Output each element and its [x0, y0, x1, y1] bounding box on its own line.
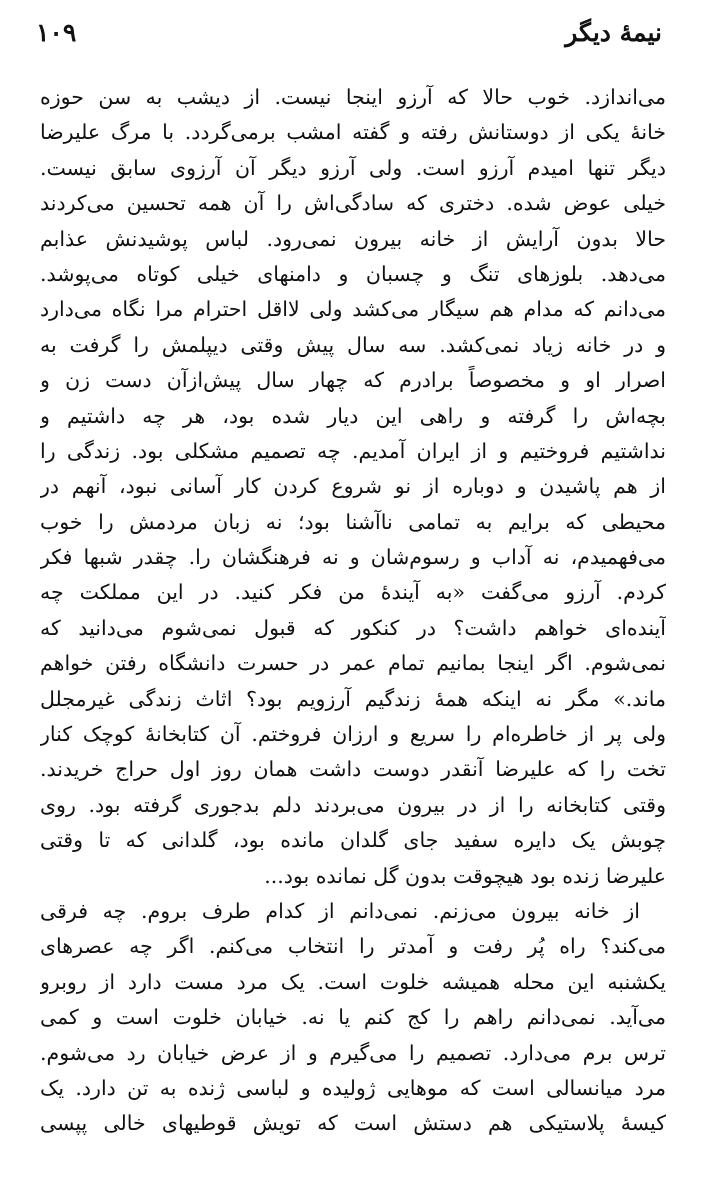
text-line: دیگر تنها امیدم آرزو است. ولی آرزو دیگر آن آرزوی سابق نیست.: [40, 155, 666, 180]
text-line: اصرار او و مخصوصاً برادرم که چهار سال پیش‌ازآن دست زن و: [40, 368, 666, 393]
text-line: می‌فهمیدم، نه آداب و رسوم‌شان و نه فرهنگشان را. چقدر شبها فکر: [40, 545, 666, 570]
text-line: چوبش یک دایره سفید جای گلدان مانده بود، گلدانی که تا وقتی: [40, 828, 666, 853]
text-line: ماند.» مگر نه اینکه همهٔ زندگیم آرزویم بود؟ اثاث زندگی غیرمجلل: [40, 686, 666, 711]
text-line: کردم. آرزو می‌گفت «به آیندهٔ من فکر کنید. در این مملکت چه: [40, 580, 666, 605]
running-title: نیمهٔ دیگر: [565, 18, 662, 47]
text-line: یکشنبه این محله همیشه خلوت است. یک مرد مست دارد از روبرو: [40, 969, 666, 994]
text-line: نداشتیم فروختیم و از ایران آمدیم. چه تصمیم مشکلی بود. زندگی را: [40, 438, 666, 463]
text-line: خانهٔ یکی از دوستانش رفته و گفته امشب برمی‌گردد. با مرگ علیرضا: [40, 120, 666, 145]
text-line: خیلی عوض شده. دختری که سادگی‌اش را آن همه تحسین می‌کردند: [40, 191, 666, 216]
text-line: نمی‌شوم. اگر اینجا بمانیم تمام عمر در حسرت دانشگاه رفتن خواهم: [40, 651, 666, 676]
text-line: از هم پاشیدن و دوباره از نو شروع کردن کار آسانی نبود، آنهم در: [40, 474, 666, 499]
body-text: [40, 80, 666, 1142]
text-line: می‌اندازد. خوب حالا که آرزو اینجا نیست. از دیشب به سن حوزه: [40, 85, 666, 109]
text-line: می‌آید. نمی‌دانم راهم را کج کنم یا نه. خیابان خلوت است و کمی: [40, 1005, 666, 1030]
page-number: ۱۰۹: [36, 18, 77, 47]
text-line: آینده‌ای خواهم داشت؟ در کنکور که قبول نمی‌شوم می‌دانید که: [40, 615, 666, 640]
text-line: بچه‌اش را گرفته و راهی این دیار شده بود، هر چه داشتیم و: [40, 403, 666, 428]
paragraph-end-line: علیرضا زنده بود هیچوقت بدون گل نمانده بود...: [264, 863, 666, 888]
text-line: تخت را که علیرضا آنقدر دوست داشت همان روز اول حراج خریدند.: [40, 757, 666, 782]
text-line: ترس برم می‌دارد. تصمیم را می‌گیرم و از عرض خیابان رد می‌شوم.: [40, 1040, 666, 1065]
page-header: [36, 18, 662, 58]
text-line: می‌کند؟ راه پُر رفت و آمدتر را انتخاب می‌کنم. اگر چه عصرهای: [40, 934, 666, 959]
text-line: وقتی کتابخانه را از در بیرون می‌بردند دلم بدجوری گرفته بود. روی: [40, 792, 666, 817]
text-line: ولی پر از خاطره‌ام را سریع و ارزان فروختم. آن کتابخانهٔ کوچک کنار: [40, 722, 666, 747]
text-line: می‌دانم که مدام هم سیگار می‌کشد ولی لااقل احترام مرا نگاه می‌دارد: [40, 297, 666, 322]
text-line: محیطی که برایم به تمامی ناآشنا بود؛ نه زبان مردمش را خوب: [40, 509, 666, 534]
text-line: کیسهٔ پلاستیکی هم دستش است که تویش قوطیهای خالی پپسی: [40, 1111, 666, 1136]
text-line: و در خانه زیاد نمی‌کشد. سه سال پیش وقتی دیپلمش را گرفت به: [40, 332, 666, 357]
text-line: می‌دهد. بلوزهای تنگ و چسبان و دامنهای خیلی کوتاه می‌پوشد.: [40, 261, 666, 286]
paragraph-start-line: از خانه بیرون می‌زنم. نمی‌دانم از کدام طرف بروم. چه فرقی: [40, 898, 640, 923]
text-line: مرد میانسالی است که موهایی ژولیده و لباسی ژنده به تن دارد. یک: [40, 1075, 666, 1100]
text-line: حالا بدون آرایش از خانه بیرون نمی‌رود. لباس پوشیدنش عذابم: [40, 226, 666, 251]
